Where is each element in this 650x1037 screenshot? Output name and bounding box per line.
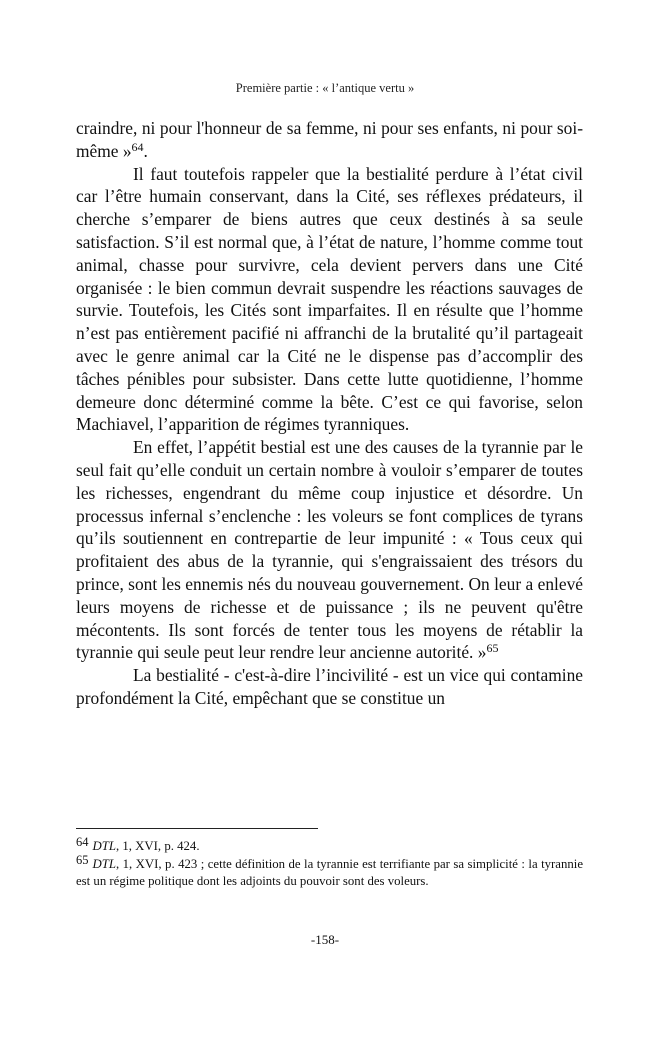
paragraph-4: La bestialité - c'est-à-dire l’incivilité - est un vice qui contamine profondément la Cité, empêchant que se constitue un: [76, 665, 583, 708]
paragraph-1-tail: .: [143, 140, 148, 161]
footnote-64: [76, 835, 583, 856]
footnote-source: DTL: [92, 856, 116, 871]
footnote-source: DTL: [92, 839, 116, 853]
paragraph-2: Il faut toutefois rappeler que la bestialité perdure à l’état civil car l’être humain conservant, dans la Cité, ses réflexes prédateurs, il cherche s’emparer de biens autres que ceux destinés à sa seule satisfaction. S’il est normal que, à l’état de nature, l’homme comme tout animal, chasse pour survivre, cela devient pervers dans une Cité organisée : le bien commun devrait suspendre les réactions sauvages de survie. Toutefois, les Cités sont imparfaites. Il en résulte que l’homme n’est pas entièrement pacifié ni affranchi de la brutalité qu’il partageait avec le genre animal car la Cité ne le dispense pas d’accomplir des tâches pénibles pour subsister. Dans cette lutte quotidienne, l’homme demeure donc déterminé comme la bête. C’est ce qui favorise, selon Machiavel, l’apparition de régimes tyranniques.: [76, 163, 583, 435]
footnote-reference: , 1, XVI, p. 423 ; cette définition de la tyrannie est terrifiante par sa simplicité : la tyrannie est un régime politique dont les adjoints du pouvoir sont des voleurs.: [76, 856, 583, 888]
footnote-number: 64: [76, 835, 89, 849]
main-text: [76, 117, 583, 710]
paragraph-3: [76, 436, 583, 664]
paragraph-3-text: En effet, l’appétit bestial est une des causes de la tyrannie par le seul fait qu’elle conduit un certain nombre à vouloir s’emparer de toutes les richesses, engendrant du même coup injustice et désordre. Un processus infernal s’enclenche : les voleurs se font complices de tyrans qu’ils soutiennent en contrepartie de leur impunité : « Tous ceux qui profitaient des abus de la tyrannie, qui s'engraissaient des trésors du prince, sont les ennemis nés du nouveau gouvernement. On leur a enlevé leurs moyens de richesse et de puissance ; ils ne peuvent qu'être mécontents. Ils sont forcés de tenter tous les moyens de rétablir la tyrannie qui seule peut leur rendre leur ancienne autorité. »: [76, 437, 583, 663]
running-header: Première partie : « l’antique vertu »: [235, 81, 415, 95]
footnote-number: 65: [76, 852, 89, 867]
paragraph-1-text: craindre, ni pour l'honneur de sa femme, ni pour ses enfants, ni pour soi-même »: [76, 118, 583, 161]
footnotes: [76, 835, 583, 891]
paragraph-1: [76, 117, 583, 163]
footnote-ref-64: 64: [131, 139, 144, 154]
footnote-65: [76, 852, 583, 891]
footnote-reference: , 1, XVI, p. 424.: [115, 839, 200, 853]
footnote-separator: [76, 828, 318, 829]
footnote-ref-65: 65: [486, 641, 499, 656]
page-number: -158-: [310, 932, 340, 947]
